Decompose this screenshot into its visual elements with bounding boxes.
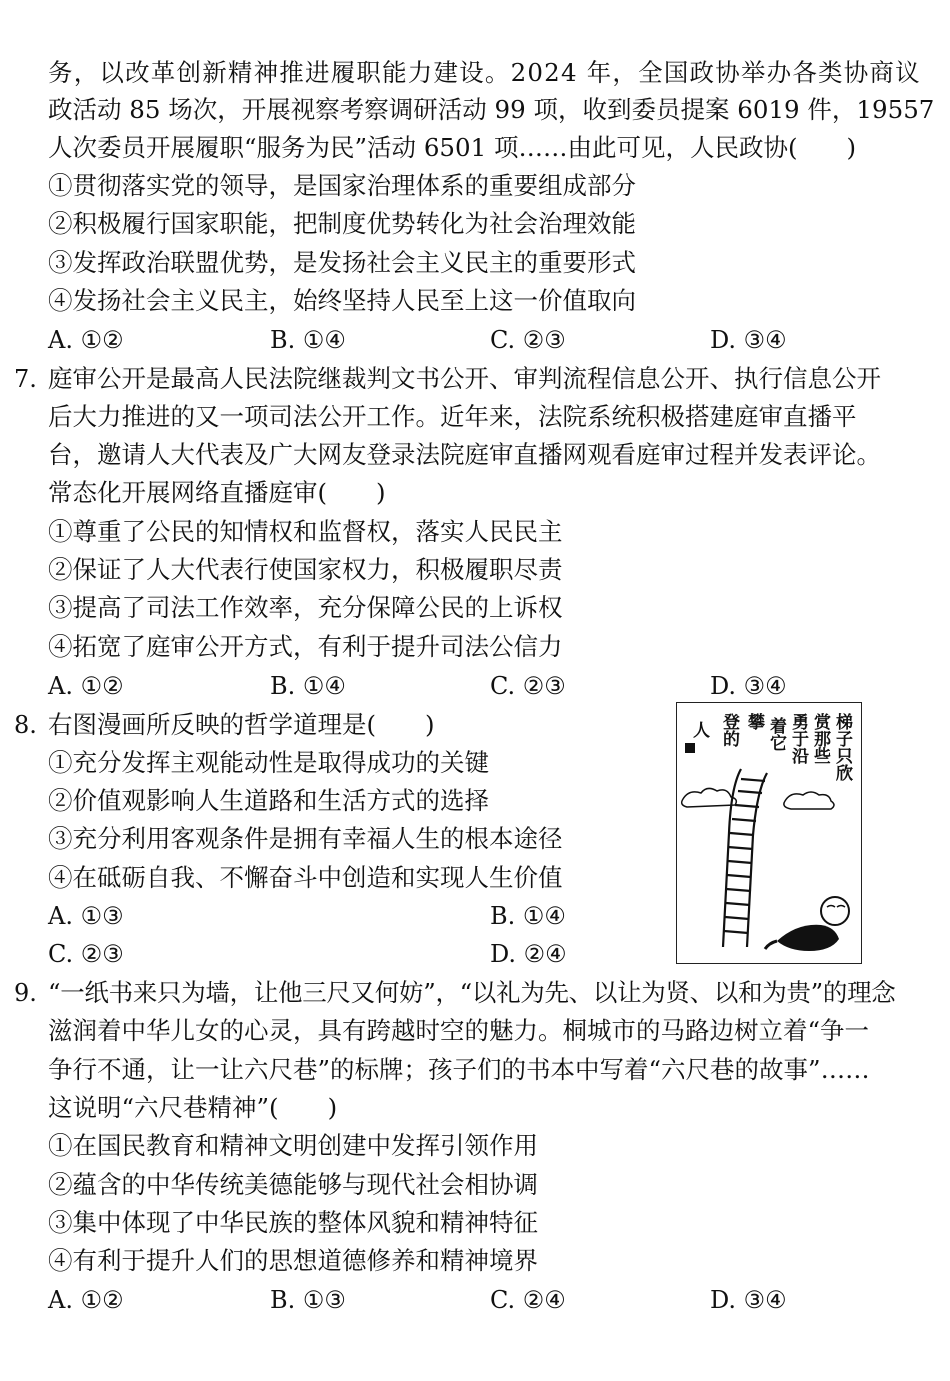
q8-item-2: ②价值观影响人生道路和生活方式的选择 <box>48 786 489 815</box>
q9-item-2: ②蕴含的中华传统美德能够与现代社会相协调 <box>48 1170 538 1199</box>
q6-stem-line: 人次委员开展履职“服务为民”活动 6501 项……由此可见，人民政协( ) <box>48 133 857 162</box>
q9-stem-line: 这说明“六尺巷精神”( ) <box>48 1093 338 1122</box>
cartoon-text-col3: 勇于沿 <box>788 713 808 764</box>
q7-option-c[interactable]: C. ②③ <box>490 672 566 700</box>
q6-item-1: ①贯彻落实党的领导，是国家治理体系的重要组成部分 <box>48 171 636 200</box>
q8-options-row2 <box>48 935 648 973</box>
q6-options <box>48 321 868 359</box>
cartoon-text-col7: 人 <box>689 721 709 738</box>
q7-options <box>48 667 868 705</box>
q7-number: 7. <box>14 365 37 393</box>
q7-stem-line: 常态化开展网络直播庭审( ) <box>48 478 386 507</box>
cartoon-text-col6: 登的 <box>719 713 739 747</box>
q6-option-c[interactable]: C. ②③ <box>490 326 566 354</box>
cartoon-text-col5: 攀 <box>744 713 764 730</box>
q9-item-1: ①在国民教育和精神文明创建中发挥引领作用 <box>48 1131 538 1160</box>
q8-options-row1 <box>48 897 648 935</box>
q7-option-a[interactable]: A. ①② <box>48 672 124 700</box>
q7-stem-line: 庭审公开是最高人民法院继裁判文书公开、审判流程信息公开、执行信息公开 <box>48 364 881 393</box>
q6-stem-line: 政活动 85 场次，开展视察考察调研活动 99 项，收到委员提案 6019 件，19557 <box>48 95 935 124</box>
q7-item-2: ②保证了人大代表行使国家权力，积极履职尽责 <box>48 555 563 584</box>
q7-stem-line: 台，邀请人大代表及广大网友登录法院庭审直播网观看庭审过程并发表评论。 <box>48 440 881 469</box>
q7-item-4: ④拓宽了庭审公开方式，有利于提升司法公信力 <box>48 632 563 661</box>
q9-option-a[interactable]: A. ①② <box>48 1286 124 1314</box>
q7-option-d[interactable]: D. ③④ <box>710 672 787 700</box>
q8-item-4: ④在砥砺自我、不懈奋斗中创造和实现人生价值 <box>48 863 563 892</box>
q9-item-3: ③集中体现了中华民族的整体风貌和精神特征 <box>48 1208 538 1237</box>
q6-item-4: ④发扬社会主义民主，始终坚持人民至上这一价值取向 <box>48 286 636 315</box>
cloud-left-icon <box>682 788 737 807</box>
q7-item-1: ①尊重了公民的知情权和监督权，落实人民民主 <box>48 517 563 546</box>
q9-stem-line: “一纸书来只为墙，让他三尺又何妨”，“以礼为先、以让为贤、以和为贵”的理念 <box>48 978 896 1007</box>
q9-item-4: ④有利于提升人们的思想道德修养和精神境界 <box>48 1246 538 1275</box>
ladder-cartoon <box>676 702 862 964</box>
q8-stem: 右图漫画所反映的哲学道理是( ) <box>48 710 435 739</box>
person-icon <box>765 897 849 951</box>
q8-option-b[interactable]: B. ①④ <box>490 902 566 930</box>
cartoon-text-col2: 赏那些 <box>810 713 830 764</box>
q9-stem-line: 争行不通，让一让六尺巷”的标牌；孩子们的书本中写着“六尺巷的故事”…… <box>48 1055 870 1084</box>
cloud-right-icon <box>784 792 834 809</box>
q9-option-b[interactable]: B. ①③ <box>270 1286 346 1314</box>
q9-stem-line: 滋润着中华儿女的心灵，具有跨越时空的魅力。桐城市的马路边树立着“争一 <box>48 1016 870 1045</box>
q9-options <box>48 1281 868 1319</box>
q6-option-d[interactable]: D. ③④ <box>710 326 787 354</box>
q8-number: 8. <box>14 711 37 739</box>
q8-option-d[interactable]: D. ②④ <box>490 940 567 968</box>
q9-option-c[interactable]: C. ②④ <box>490 1286 566 1314</box>
q9-number: 9. <box>14 979 37 1007</box>
seal-stamp-icon <box>685 743 695 753</box>
q7-stem-line: 后大力推进的又一项司法公开工作。近年来，法院系统积极搭建庭审直播平 <box>48 402 857 431</box>
cartoon-text-col4: 着它 <box>766 717 786 751</box>
q8-item-1: ①充分发挥主观能动性是取得成功的关键 <box>48 748 489 777</box>
q6-stem-line: 务，以改革创新精神推进履职能力建设。2024 年，全国政协举办各类协商议 <box>48 58 921 87</box>
q7-option-b[interactable]: B. ①④ <box>270 672 346 700</box>
q6-option-a[interactable]: A. ①② <box>48 326 124 354</box>
q8-option-a[interactable]: A. ①③ <box>48 902 124 930</box>
q6-option-b[interactable]: B. ①④ <box>270 326 346 354</box>
q7-item-3: ③提高了司法工作效率，充分保障公民的上诉权 <box>48 593 563 622</box>
q8-option-c[interactable]: C. ②③ <box>48 940 124 968</box>
q6-item-3: ③发挥政治联盟优势，是发扬社会主义民主的重要形式 <box>48 248 636 277</box>
q6-item-2: ②积极履行国家职能，把制度优势转化为社会治理效能 <box>48 209 636 238</box>
cartoon-text-col1: 梯子只欣 <box>832 713 852 781</box>
q8-item-3: ③充分利用客观条件是拥有幸福人生的根本途径 <box>48 824 563 853</box>
q9-option-d[interactable]: D. ③④ <box>710 1286 787 1314</box>
ladder-cartoon-drawing <box>677 703 861 963</box>
